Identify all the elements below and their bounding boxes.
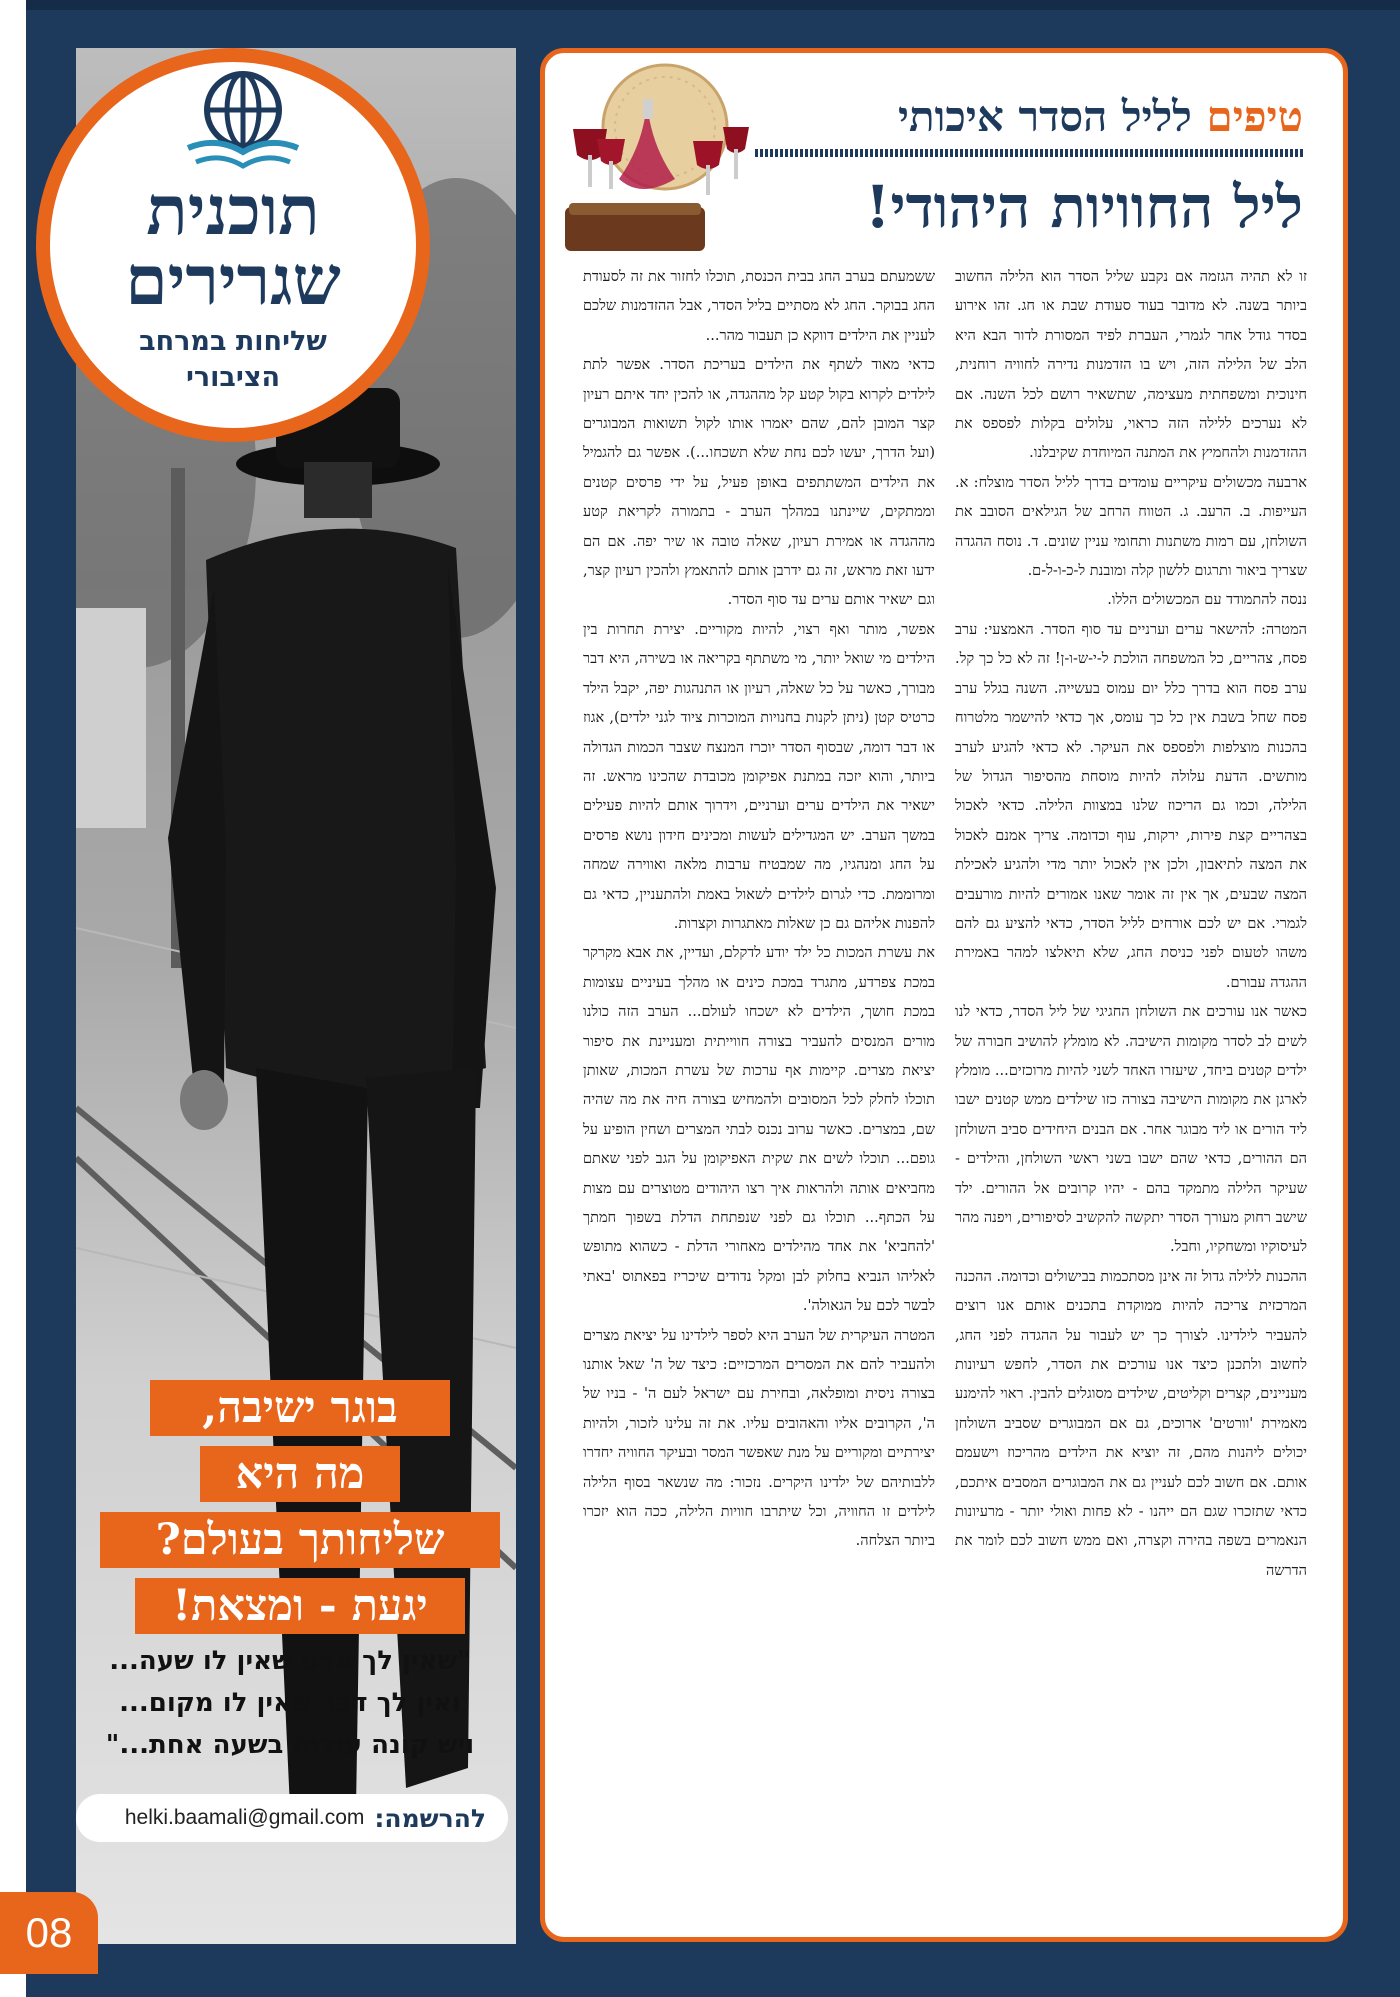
paragraph: ששמעתם בערב החג בבית הכנסת, תוכלו לחזור את זה לסעודת החג בבוקר. החג לא מסתיים בליל הסדר, אבל ההזדמנות שלכם לעניין את הילדים דווקא כן תעבור מהר... xyxy=(583,269,935,344)
column-left xyxy=(583,263,935,1557)
page-top-band xyxy=(0,0,1400,10)
page-number: 08 xyxy=(0,1892,98,1974)
globe-book-icon xyxy=(180,66,306,172)
quote-line-1: "שאין לך אדם שאין לו שעה... xyxy=(109,1646,471,1676)
logo-title-line-1: תוכנית xyxy=(146,171,320,251)
page-edge xyxy=(0,0,26,1997)
kicker-highlight: טיפים xyxy=(1206,92,1303,141)
kicker-rest: לליל הסדר איכותי xyxy=(897,92,1192,141)
column-right xyxy=(955,263,1307,1586)
program-logo xyxy=(36,48,430,442)
registration-box xyxy=(76,1794,508,1842)
paragraph: כדאי מאוד לשתף את הילדים בעריכת הסדר. אפשר לתת לילדים לקרוא בקול קטע קל מההגדה, או להכין יחד איתם רעיון קצר המובן להם, שהם יאמרו אותו לקול תשואות המבוגרים (ועל הדרך, יעשו לכם נחת שלא תשכחו...). אפשר גם להגמיל את הילדים המשתתפים באופן פעיל, על ידי פרסים קטנים וממתקים, שיינתנו במהלך הערב - בתמורה לקריאת קטע מההגדה או אמירת רעיון, שאלה טובה או שיר יפה. אם הם ידעו זאת מראש, זה גם ידרבן אותם להתאמץ ולהכין רעיון קצר, וגם ישאיר אותם ערים עד סוף הסדר. xyxy=(583,357,935,609)
promo-line-4: יגעת - ומצאת! xyxy=(135,1578,465,1634)
paragraph: ארבעה מכשולים עיקריים עומדים בדרך לליל הסדר מוצלח: א. העייפות. ב. הרעב. ג. הטווח הרחב של הגילאים הסובב את השולחן, עם רמות משתנות ותחומי עניין שונים. ד. נוסח ההגדה שצריך ביאור ותרגום ללשון קלה ומובנת ל-כ-ו-ל-ם. xyxy=(955,474,1307,580)
paragraph: את עשרת המכות כל ילד יודע לדקלם, ועדיין, את אבא מקרקר במכת צפרדע, מתגרד במכת כינים או מהלך בעיניים עצומות במכת חושך, הילדים לא ישכחו לעולם... הערב הזה כולנו מורים המנסים להעביר בצורה חווייתית ומעניינת את סיפור יציאת מצרים. קיימות אף ערכות של עשרת המכות, שאותן תוכלו לחלק לכל המסובים ולהמחיש בצורה חיה את מה שהיה שם, במצרים. כאשר ערוב נכנס לבתי המצרים ושחין הופיע על גופם... תוכלו לשים את שקית האפיקומן על הגב לפני שאתם מחביאים אותה ולהראות איך רצו היהודים מטוצרים עם מצות על הכתף... תוכלו גם לפני שנפתחת הדלת בשפוך חמתך 'להחביא' את אחד מהילדים מאחורי הדלת - כשהוא מתופש לאליהו הנביא בחלוק לבן ומקל נדודים שיכריז בפאתוס 'באתי לבשר לכם על הגאולה'. xyxy=(583,945,935,1315)
paragraph: זו לא תהיה הגזמה אם נקבע שליל הסדר הוא הלילה החשוב ביותר בשנה. לא מדובר בעוד סעודת שבת או חג. זהו אירוע בסדר גודל אחר לגמרי, העברת לפיד המסורת לדור הבא היא הלב של הלילה הזה, ויש בו הזדמנות נדירה לחוויה רוחנית, חינוכית ומשפחתית מעצימה, שתשאיר רושם לכל השנה. אם לא נערכים ללילה הזה כראוי, עלולים בקלות לפספס את ההזדמנות ולהחמיץ את המתנה המיוחדת שקיבלנו. xyxy=(955,269,1307,462)
quote-line-2: ואין לך דבר שאין לו מקום... xyxy=(119,1688,461,1718)
logo-title-line-2: שגרירים xyxy=(125,241,341,321)
seder-table-illustration xyxy=(553,57,763,267)
promo-line-1: בוגר ישיבה, xyxy=(150,1380,450,1436)
quote-line-3: ויש קונה עולמו בשעה אחת..." xyxy=(105,1730,475,1760)
article-title: ליל החוויות היהודי! xyxy=(865,173,1303,241)
paragraph: המטרה העיקרית של הערב היא לספר לילדינו על יציאת מצרים ולהעביר להם את המסרים המרכזיים: כיצד של ה' שאל אותנו בצורה ניסית ומופלאה, ובחירת עם ישראל לעם ה' - בניו של ה', הקרובים אליו והאהובים עליו. את זה עלינו לזכור, ולהיות יצירתיים ומקוריים על מנת שאפשר המסר ובעיקר החוויה יחדרו ללבותיהם של ילדינו היקרים. נזכור: מה שנשאר בסוף הלילה לילדים זו החוויה, וכל שיתרבו חוויות הלילה, ככה הוא יזכרו ביותר הצלחה. xyxy=(583,1327,935,1550)
promo-headline xyxy=(100,1380,500,1644)
header-divider xyxy=(755,149,1303,157)
paragraph: כאשר אנו עורכים את השולחן החגיגי של ליל הסדר, כדאי לנו לשים לב לסדר מקומות הישיבה. לא מומלץ להושיב חבורה של ילדים קטנים ביחד, שיעזרו האחד לשני להיות מרוכזים... מומלץ לארגן את מקומות הישיבה בצורה כזו שילדים ממש קטנים ישבו ליד הורים או ליד מבוגר אחר. אם הבנים היחידים סביב השולחן הם ההורים, כדאי שהם ישבו בשני ראשי השולחן, והילדים - שעיקר הלילה מתמקד בהם - יהיו קרובים אל ההורים. ילד שישב רחוק מעורך הסדר יתקשה להקשיב לסיפורים, ויפנה מהר לעיסוקיו ומשחקיו, וחבל. xyxy=(955,1004,1307,1256)
article-kicker xyxy=(898,91,1303,143)
registration-label: להרשמה: xyxy=(374,1803,486,1833)
paragraph: ההכנות ללילה גדול זה אינן מסתכמות בבישולים וכדומה. ההכנה המרכזית צריכה להיות ממוקדת בתכנים אותם אנו רוצים להעביר לילדינו. לצורך כך יש לעבור על ההגדה לפני החג, לחשוב ולתכנן כיצד אנו עורכים את הסדר, לחפש רעיונות מעניינים, קצרים וקליטים, שילדים מסוגלים להבין. ראוי להימנע מאמירת 'וורטים' ארוכים, גם אם המבוגרים שסביב השולחן יכולים ליהנות מהם, זה יוציא את הילדים מהריכוז וישעמם אותם. אם חשוב לכם לעניין גם את המבוגרים המסבים איתכם, כדאי שתזכרו שגם הם ייהנו - לא פחות ואולי יותר - מרעיונות הנאמרים בשפה בהירה וקצרה, ואם ממש חשוב לכם לומר את הדרשה xyxy=(955,1268,1307,1579)
article-body xyxy=(583,263,1307,1897)
registration-email-link[interactable]: helki.baamali@gmail.com xyxy=(124,1806,365,1829)
paragraph: ננסה להתמודד עם המכשולים הללו. xyxy=(1107,592,1307,609)
promo-line-2: מה היא xyxy=(200,1446,400,1502)
quote xyxy=(80,1640,500,1766)
paragraph: אפשר, מותר ואף רצוי, להיות מקוריים. יצירת תחרות בין הילדים מי שואל יותר, מי משתתף בקריאה או בשירה, היא דבר מבורך, כאשר על כל שאלה, רעיון או התנהגות יפה, יקבל הילד כרטיס קטן (ניתן לקנות בחנויות המוכרות ציוד לגני ילדים), אגוז או דבר דומה, שבסוף הסדר יוכרז המנצח שצבר הכמות הגדולה ביותר, והוא יזכה במתנת אפיקומן מכובדת שהכינו מראש. זה ישאיר את הילדים ערים וערניים, וידרוך אותם להיות פעילים במשך הערב. יש המגדילים לעשות ומכינים חידון נושא פרסים על החג ומנהגיו, מה שמבטיח ערבות מלאה ואווירה שמחה ומרוממת. כדי לגרום לילדים לשאול באמת ולהתעניין, כדאי גם להפנות אליהם גם כן שאלות מאתגרות וקצרות. xyxy=(583,621,935,932)
paragraph: המטרה: להישאר ערים וערניים עד סוף הסדר. האמצעי: ערב פסח, צהריים, כל המשפחה הולכת ל-י-ש-ו-ן! זה לא כל כך קל. ערב פסח הוא בדרך כלל יום עמוס בעשייה. השנה בגלל ערב פסח שחל בשבת אין כל כך עומס, אך כדאי להישמר מלטרוח בהכנות מוצלפות ולפספס את העיקר. לא כדאי להגיע לערב מותשים. הדעת עלולה להיות מוסחת מהסיפור הגדול של הלילה, וכמו גם הריכוז שלנו במצוות הלילה. כדאי לאכול בצהריים קצת פירות, ירקות, עוף וכדומה. צריך אמנם לאכול את המצה לתיאבון, ולכן אין לאכול יותר מדי ולהגיע לאכילת המצה שבעים, אך אין זה אומר שאנו אמורים להיות מורעבים לגמרי. אם יש לכם אורחים לליל הסדר, כדאי להציע גם להם משהו לטעום לפני כניסת החג, שלא תיאלצו למהר באמירת ההגדה עבורם. xyxy=(955,621,1307,991)
logo-subtitle: שליחות במרחב הציבורי xyxy=(139,326,327,393)
promo-line-3: שליחותך בעולם? xyxy=(100,1512,500,1568)
article-panel xyxy=(540,48,1348,1942)
